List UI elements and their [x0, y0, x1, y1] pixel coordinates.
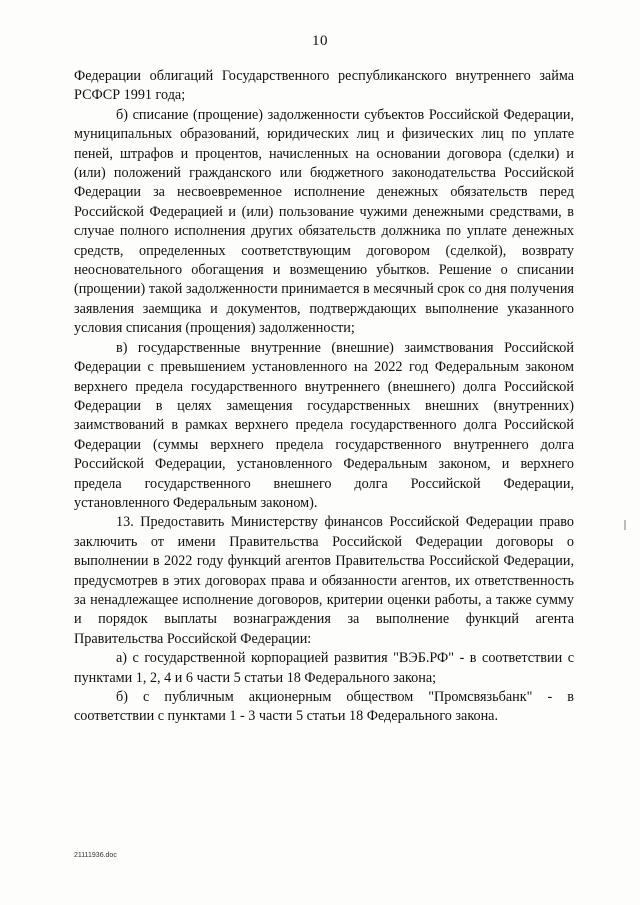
paragraph-continuation: Федерации облигаций Государственного республиканского внутреннего займа РСФСР 1991 года;	[74, 68, 574, 104]
paragraph-13: 13. Предоставить Министерству финансов Российской Федерации право заключить от имени Правительства Российской Федерации договоры о выполнении в 2022 году функций агентов Правительства Российской Федерации, предусмотрев в этих договорах права и обязанности агентов, их ответственность за ненадлежащее исполнение договоров, критерии оценки работы, а также сумму и порядок выплаты вознаграждения за выполнение функций агента Правительства Российской Федерации:	[74, 514, 574, 647]
paragraph-13-item-a: а) с государственной корпорацией развития "ВЭБ.РФ" - в соответствии с пунктами 1, 2, 4 и 6 части 5 статьи 18 Федерального закона;	[74, 650, 574, 686]
scan-edge-mark	[624, 520, 626, 530]
paragraph-item-v: в) государственные внутренние (внешние) заимствования Российской Федерации с превышением установленного на 2022 год Федеральным законом верхнего предела государственного внутреннего (внешнего) долга Российской Федерации в целях замещения государственных внешних (внутренних) заимствований в рамках верхнего предела государственного долга Российской Федерации (суммы верхнего предела государственного внутреннего долга Российской Федерации, установленного Федеральным законом, и верхнего предела государственного внешнего долга Российской Федерации, установленного Федеральным законом).	[74, 339, 574, 511]
paragraph-item-b: б) списание (прощение) задолженности субъектов Российской Федерации, муниципальных образований, юридических лиц и физических лиц по уплате пеней, штрафов и процентов, начисленных на основании договора (сделки) и (или) положений гражданского или бюджетного законодательства Российской Федерации за несвоевременное исполнение денежных обязательств перед Российской Федерацией и (или) пользование чужими денежными средствами, в случае полного исполнения других обязательств должника по уплате денежных средств, определенных соответствующим договором (сделкой), возврату неосновательного обогащения и возмещению убытков. Решение о списании (прощении) такой задолженности принимается в месячный срок со дня получения заявления заемщика и документов, подтверждающих выполнение указанного условия списания (прощения) задолженности;	[74, 106, 574, 337]
paragraph-13-item-b: б) с публичным акционерным обществом "Промсвязьбанк" - в соответствии с пунктами 1 - 3 части 5 статьи 18 Федерального закона.	[74, 689, 574, 725]
document-body	[74, 67, 574, 727]
footer-file-name: 21111936.doc	[74, 852, 117, 859]
page-number: 10	[312, 33, 328, 49]
